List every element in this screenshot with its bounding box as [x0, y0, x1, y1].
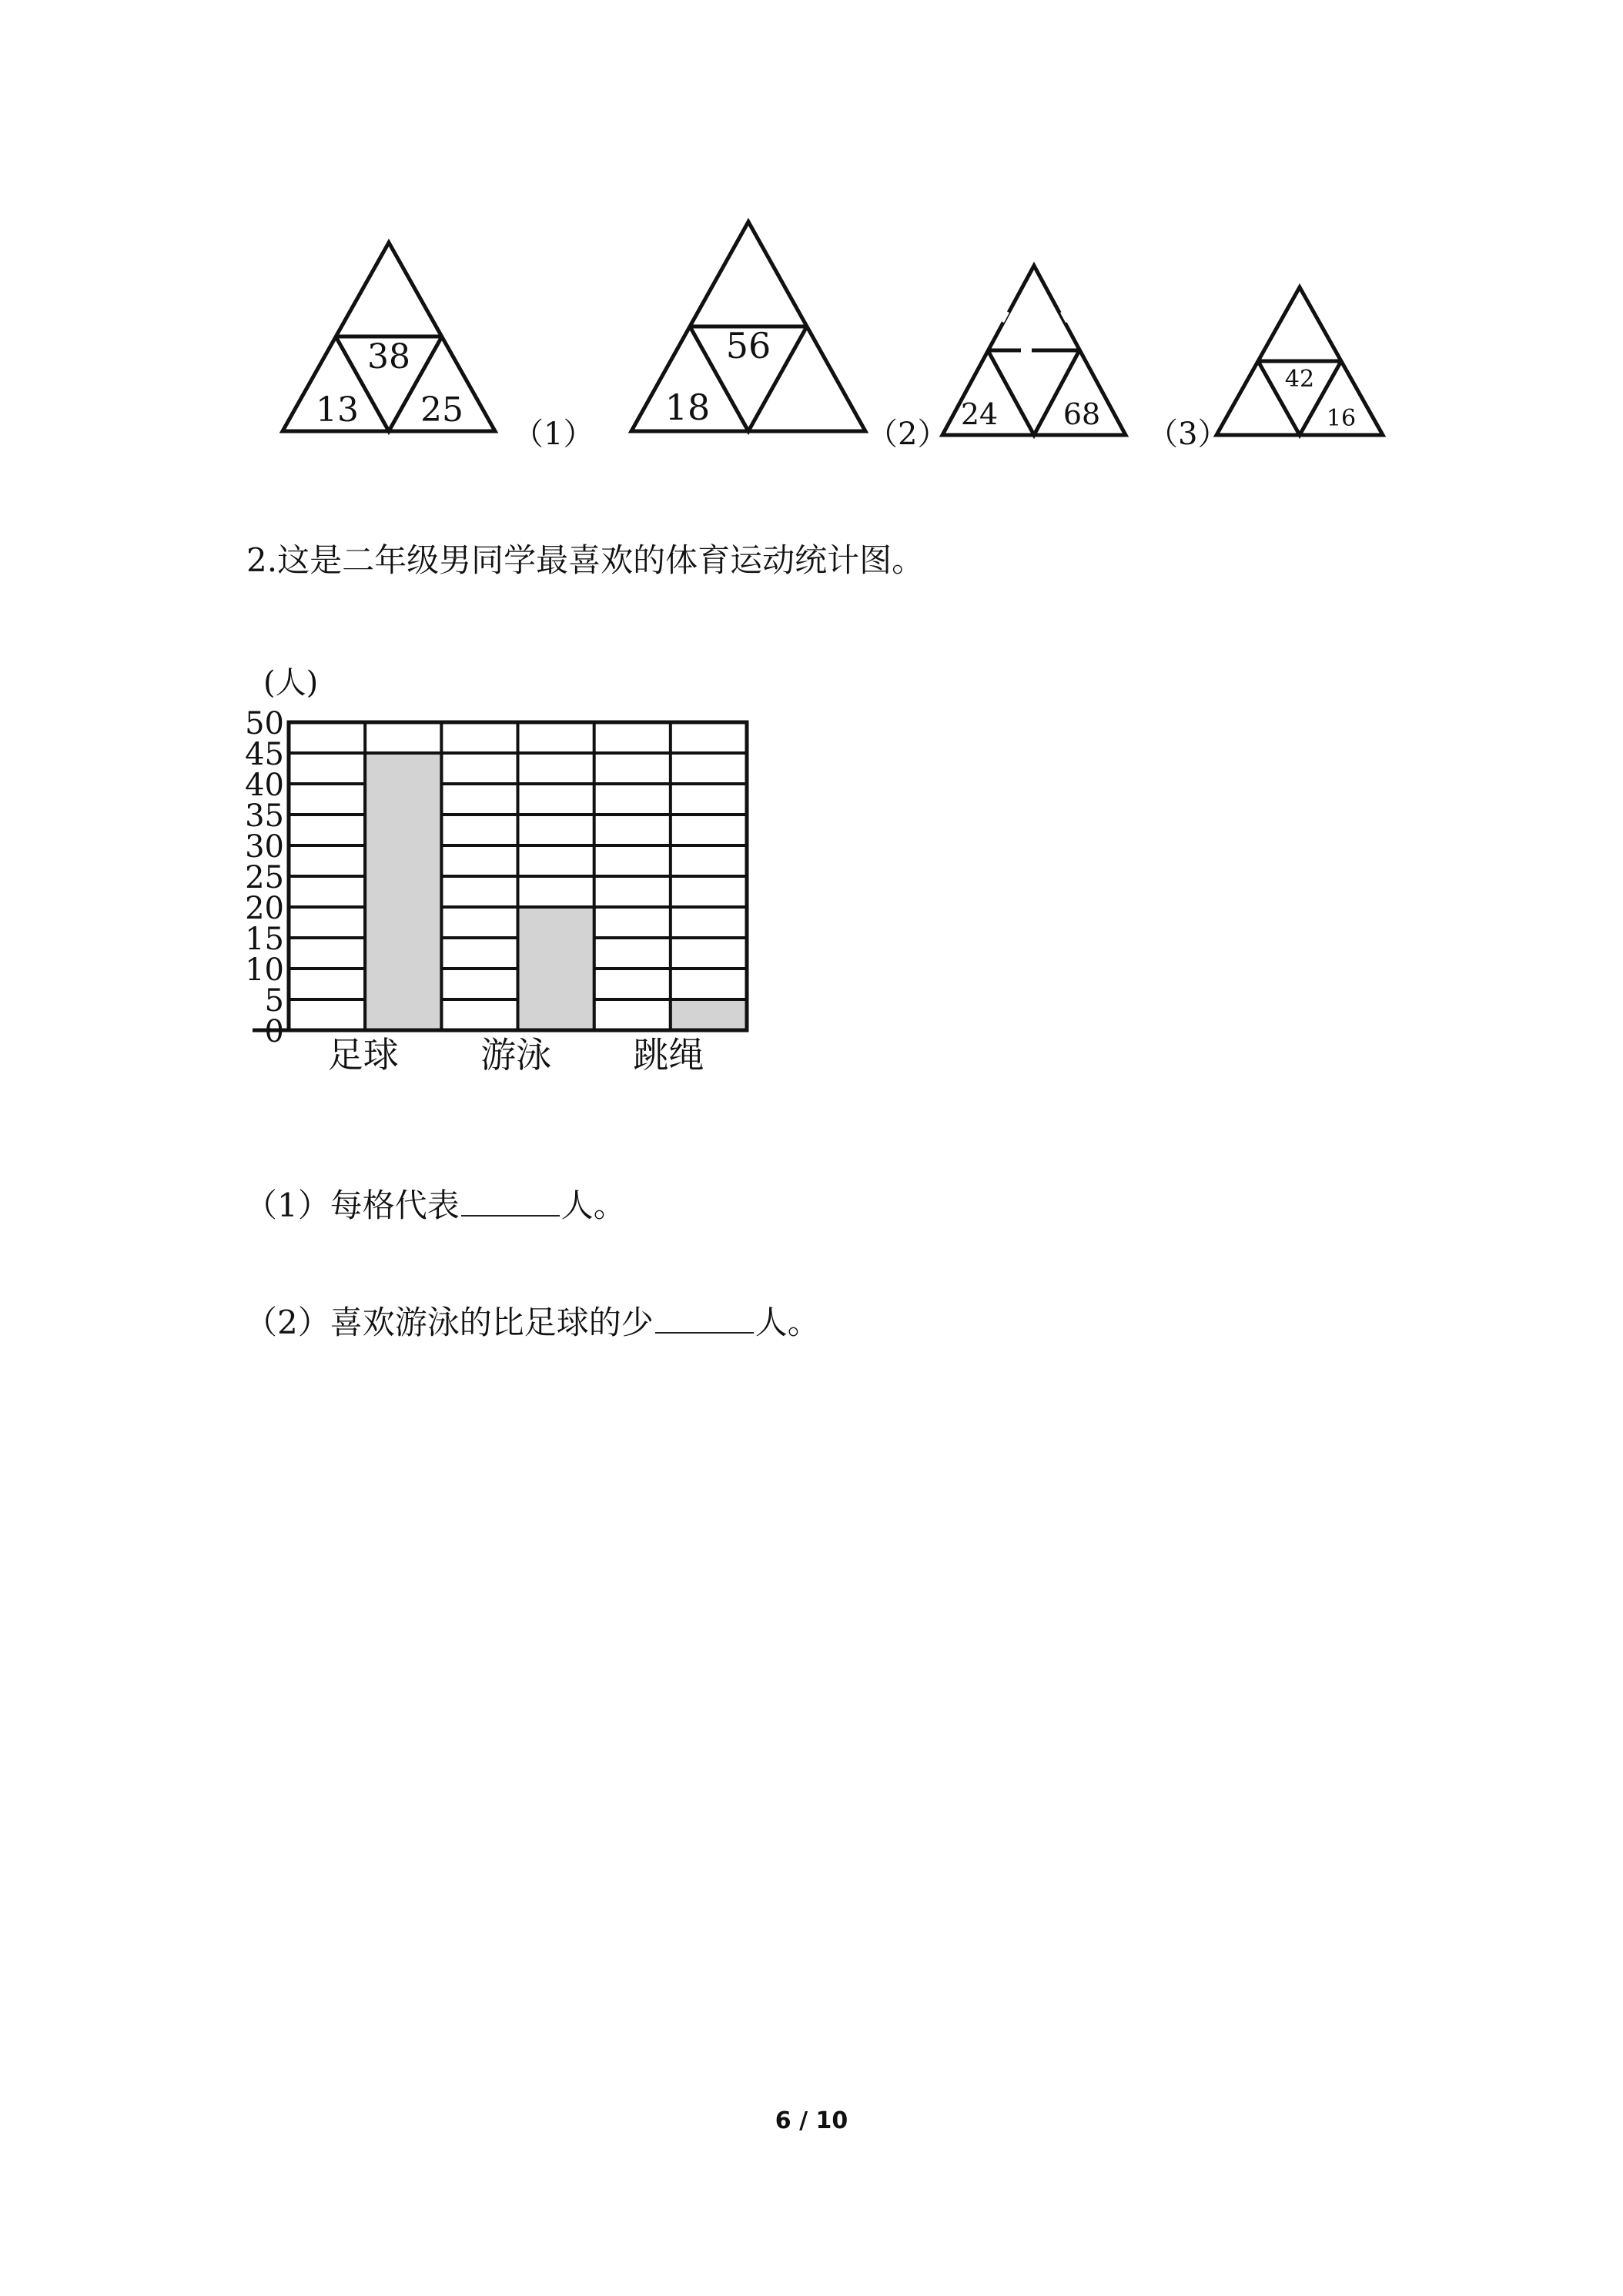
bar-1	[365, 753, 441, 1030]
sub-question-1-text: （1）每格代表	[245, 1186, 460, 1224]
chart-y-axis-label: (人)	[263, 665, 319, 701]
y-tick-label: 10	[245, 952, 284, 988]
x-category-label: 游泳	[480, 1034, 552, 1076]
triangle-label-1: （1）	[513, 417, 594, 452]
sub-question-1-unit: 人。	[561, 1186, 626, 1224]
y-tick-label: 40	[245, 768, 284, 803]
page-number: 6 / 10	[775, 2107, 848, 2134]
t2-left-value: 18	[664, 387, 711, 428]
t1-left-value: 13	[316, 390, 359, 430]
answer-blank-1[interactable]	[461, 1189, 560, 1217]
y-tick-label: 15	[245, 922, 284, 957]
t2-top-value: 56	[725, 325, 771, 366]
bar-chart	[223, 647, 778, 1093]
y-tick-label: 20	[245, 891, 284, 926]
question-title: 2.这是二年级男同学最喜欢的体育运动统计图。	[246, 541, 925, 579]
t1-right-value: 25	[420, 390, 463, 430]
y-tick-label: 35	[245, 798, 284, 834]
t1-top-value: 38	[367, 337, 410, 377]
bar-2	[518, 907, 594, 1030]
triangle-diagrams	[0, 0, 1623, 493]
t3-left-value: 24	[960, 397, 999, 431]
y-tick-label: 30	[245, 829, 284, 865]
sub-question-2	[245, 1297, 820, 1344]
t3-right-value: 68	[1062, 397, 1101, 431]
answer-blank-2[interactable]	[655, 1306, 754, 1334]
t4-right-value: 16	[1326, 405, 1357, 432]
sub-question-2-text: （2）喜欢游泳的比足球的少	[245, 1304, 654, 1341]
y-tick-label: 45	[245, 737, 284, 772]
y-tick-label: 5	[264, 983, 284, 1019]
triangle-4	[1216, 287, 1383, 435]
y-tick-label: 25	[245, 860, 284, 895]
t4-top-value: 42	[1284, 366, 1315, 393]
x-category-label: 跳绳	[633, 1034, 704, 1076]
triangle-label-3: （3）	[1147, 417, 1229, 452]
y-tick-label: 0	[264, 1014, 284, 1049]
x-category-label: 足球	[327, 1034, 399, 1076]
y-tick-label: 50	[245, 706, 284, 741]
sub-question-2-unit: 人。	[755, 1304, 820, 1341]
bar-3	[671, 999, 747, 1030]
sub-question-1	[245, 1180, 626, 1227]
triangle-label-2: （2）	[867, 417, 949, 452]
